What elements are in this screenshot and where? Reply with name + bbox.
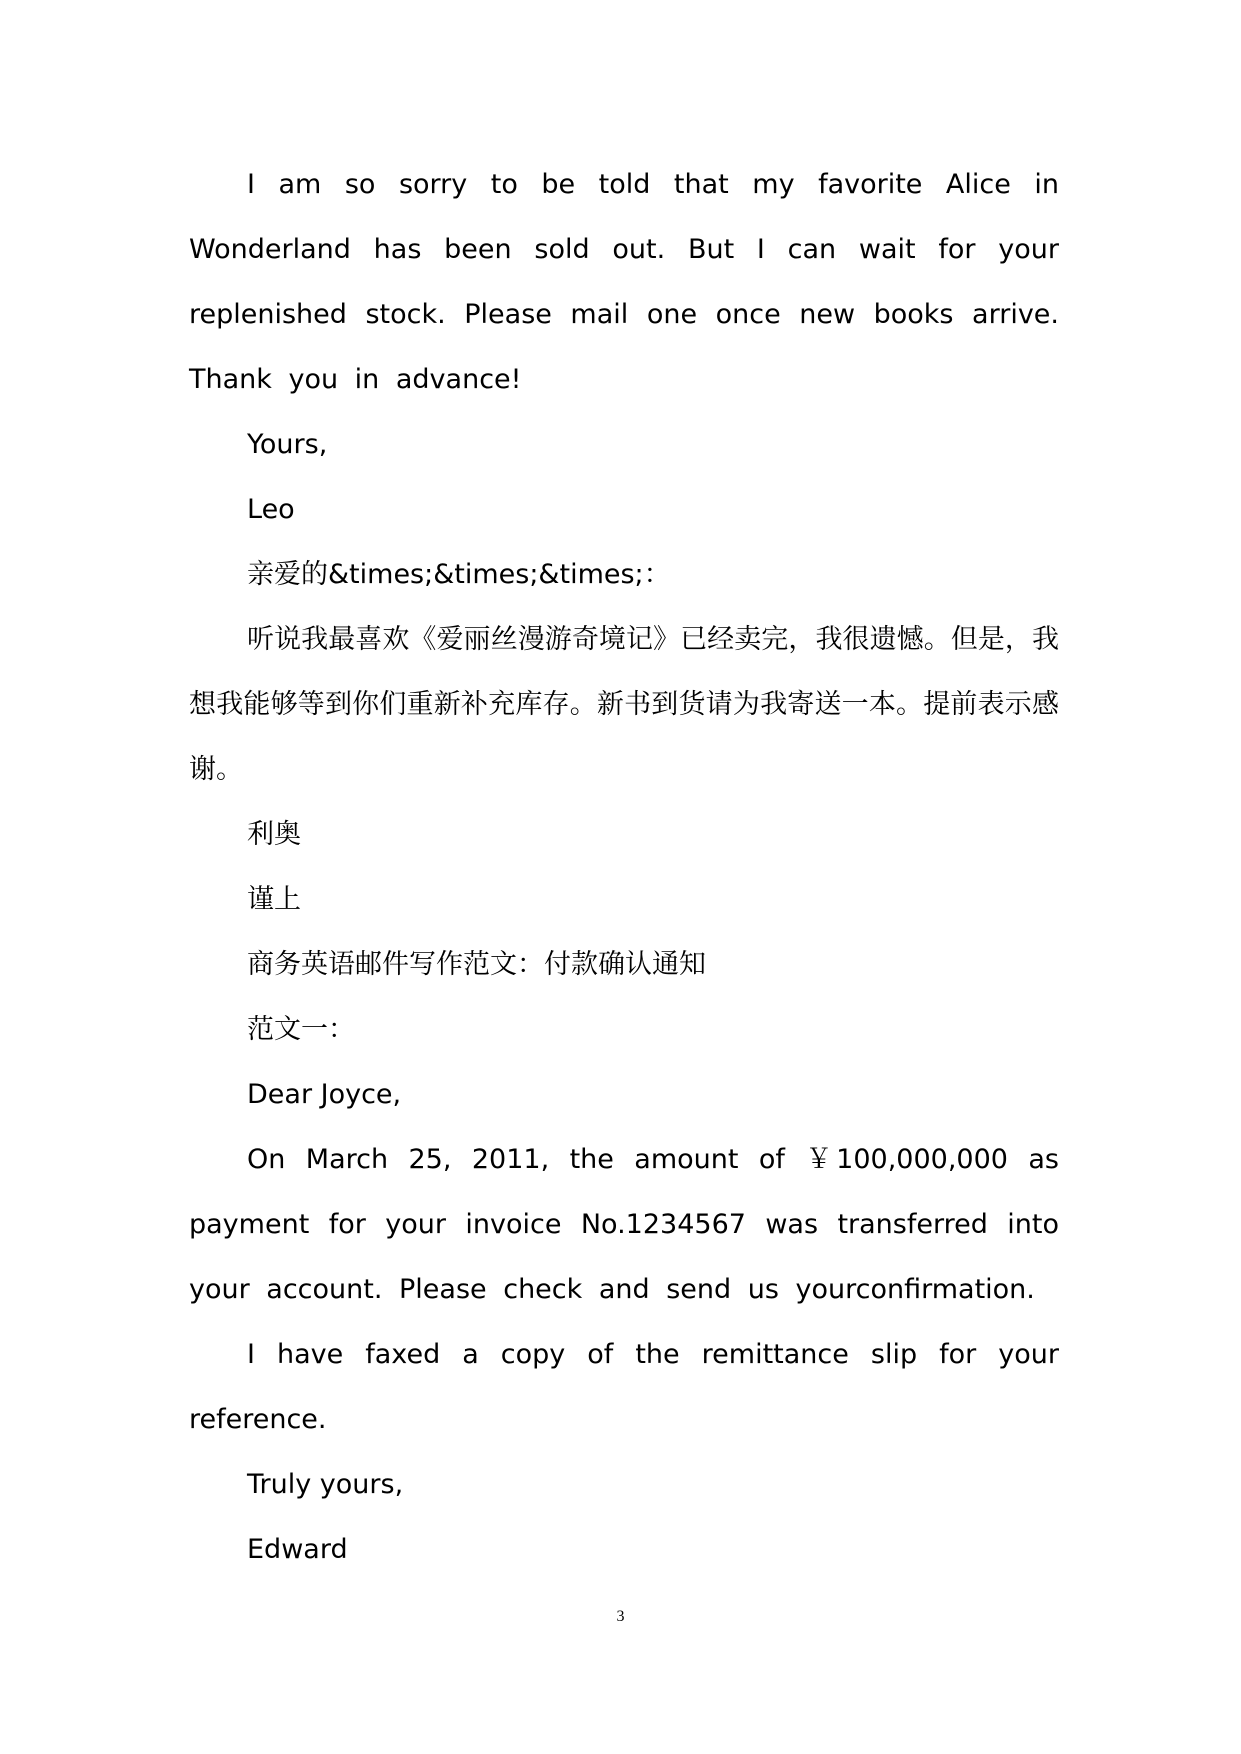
paragraph-cn-greeting: 亲爱的&times;&times;&times;： (247, 559, 671, 590)
paragraph-signature-2: Edward (247, 1534, 348, 1565)
paragraph-fax-note: I have faxed a copy of the remittance slip for your reference. (189, 1339, 1059, 1435)
paragraph-cn-body: 听说我最喜欢《爱丽丝漫游奇境记》已经卖完，我很遗憾。但是，我想我能够等到你们重新补充库存。新书到货请为我寄送一本。提前表示感谢。 (189, 624, 1059, 785)
document-body (189, 152, 1059, 1582)
section-heading: 商务英语邮件写作范文：付款确认通知 (247, 949, 706, 980)
paragraph-cn-signature: 利奥 (247, 819, 301, 850)
paragraph-salutation: Dear Joyce, (247, 1079, 402, 1110)
paragraph-closing: Yours, (247, 429, 328, 460)
paragraph-cn-closing: 谨上 (247, 884, 301, 915)
page-number: 3 (616, 1608, 625, 1625)
paragraph-closing-2: Truly yours, (247, 1469, 404, 1500)
sample-label: 范文一： (247, 1014, 355, 1045)
paragraph-payment-body: On March 25, 2011, the amount of ￥100,000,000 as payment for your invoice No.1234567 was transferred into your account. Please check and send us yourconfirmation. (189, 1144, 1059, 1305)
paragraph-signature: Leo (247, 494, 295, 525)
paragraph-letter-body: I am so sorry to be told that my favorite Alice in Wonderland has been sold out. But I can wait for your replenished stock. Please mail one once new books arrive. Thank you in advance! (189, 169, 1059, 395)
